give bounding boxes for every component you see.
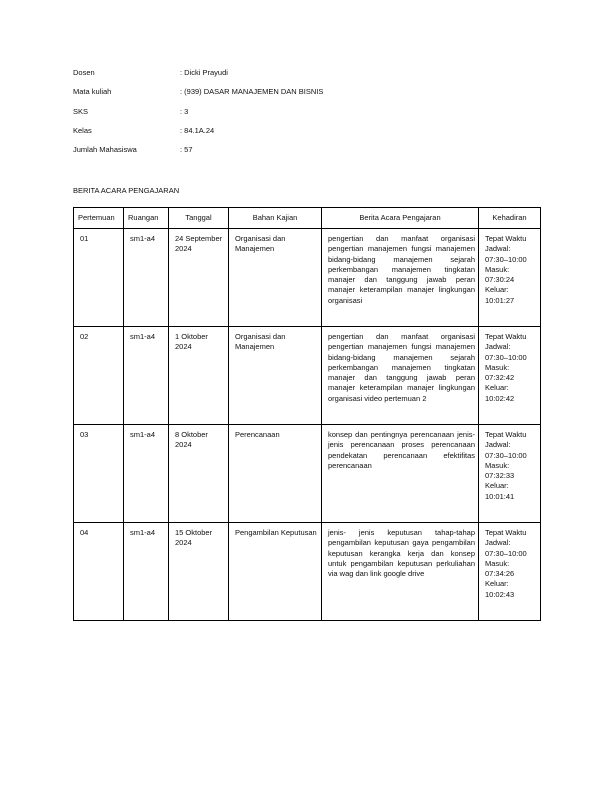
table-row	[74, 229, 541, 327]
kehadiran-status: Tepat Waktu	[485, 332, 527, 341]
cell-pertemuan: 03	[74, 425, 124, 523]
column-header-ruangan: Ruangan	[124, 208, 169, 229]
cell-ruangan: sm1-a4	[124, 425, 169, 523]
cell-berita-acara: konsep dan pentingnya perencanaan jenis-jenis perencanaan proses perencanaan pendekatan perencanaan efektifitas perencanaan	[322, 425, 479, 523]
cell-bahan-kajian: Organisasi dan Manajemen	[229, 229, 322, 327]
cell-tanggal: 24 September 2024	[169, 229, 229, 327]
info-label: SKS	[73, 106, 89, 116]
kehadiran-status: Tepat Waktu	[485, 430, 527, 439]
info-value: : 3	[180, 106, 189, 116]
kehadiran-masuk-label: Masuk:	[485, 558, 510, 568]
berita-acara-table	[73, 207, 541, 621]
kehadiran-jadwal-label: Jadwal:	[485, 440, 511, 450]
column-header-kehadiran: Kehadiran	[479, 208, 541, 229]
table-row	[74, 327, 541, 425]
kehadiran-keluar-value: 10:01:27	[485, 295, 515, 305]
cell-ruangan: sm1-a4	[124, 523, 169, 621]
kehadiran-keluar-value: 10:02:42	[485, 393, 515, 403]
column-header-bahan-kajian: Bahan Kajian	[229, 208, 322, 229]
cell-bahan-kajian: Perencanaan	[229, 425, 322, 523]
cell-tanggal: 15 Oktober 2024	[169, 523, 229, 621]
table-row	[74, 523, 541, 621]
column-header-berita-acara: Berita Acara Pengajaran	[322, 208, 479, 229]
kehadiran-keluar-label: Keluar:	[485, 383, 509, 393]
cell-pertemuan: 04	[74, 523, 124, 621]
info-value: : 84.1A.24	[180, 125, 215, 135]
kehadiran-jadwal-label: Jadwal:	[485, 244, 511, 254]
kehadiran-masuk-value: 07:32:33	[485, 471, 515, 481]
kehadiran-jadwal-label: Jadwal:	[485, 342, 511, 352]
cell-tanggal: 8 Oktober 2024	[169, 425, 229, 523]
cell-berita-acara: jenis- jenis keputusan tahap-tahap pengambilan keputusan gaya pengambilan keputusan kerangka kerja dan konsep untuk pengambilan keputusan perkuliahan via wag dan link google drive	[322, 523, 479, 621]
kehadiran-keluar-label: Keluar:	[485, 579, 509, 589]
cell-kehadiran	[479, 523, 541, 621]
info-label: Dosen	[73, 68, 95, 77]
cell-kehadiran	[479, 425, 541, 523]
kehadiran-jadwal-value: 07:30–10:00	[485, 548, 527, 558]
kehadiran-masuk-value: 07:34:26	[485, 569, 515, 579]
info-label: Kelas	[73, 125, 92, 135]
kehadiran-keluar-value: 10:02:43	[485, 589, 515, 599]
cell-pertemuan: 02	[74, 327, 124, 425]
kehadiran-keluar-label: Keluar:	[485, 481, 509, 491]
cell-kehadiran	[479, 327, 541, 425]
section-title: BERITA ACARA PENGAJARAN	[73, 186, 180, 195]
kehadiran-status: Tepat Waktu	[485, 234, 527, 243]
kehadiran-masuk-value: 07:30:24	[485, 275, 515, 285]
cell-ruangan: sm1-a4	[124, 229, 169, 327]
cell-ruangan: sm1-a4	[124, 327, 169, 425]
kehadiran-masuk-label: Masuk:	[485, 264, 510, 274]
kehadiran-masuk-label: Masuk:	[485, 460, 510, 470]
info-value: : (939) DASAR MANAJEMEN DAN BISNIS	[180, 87, 324, 97]
kehadiran-jadwal-value: 07:30–10:00	[485, 450, 527, 460]
kehadiran-status: Tepat Waktu	[485, 528, 527, 537]
kehadiran-jadwal-value: 07:30–10:00	[485, 352, 527, 362]
cell-pertemuan: 01	[74, 229, 124, 327]
info-value: : Dicki Prayudi	[180, 68, 228, 77]
kehadiran-keluar-value: 10:01:41	[485, 491, 515, 501]
cell-berita-acara: pengertian dan manfaat organisasi pengertian manajemen fungsi manajemen bidang-bidang manajemen sejarah perkembangan manajemen tingkatan manajer dan tanggung jawab peran manajer keterampilan manajer lingkungan organisasi	[322, 229, 479, 327]
cell-kehadiran	[479, 229, 541, 327]
info-value: : 57	[180, 145, 193, 155]
column-header-pertemuan: Pertemuan	[74, 208, 124, 229]
column-header-tanggal: Tanggal	[169, 208, 229, 229]
info-label: Mata kuliah	[73, 87, 112, 97]
kehadiran-masuk-value: 07:32:42	[485, 373, 515, 383]
kehadiran-keluar-label: Keluar:	[485, 285, 509, 295]
cell-tanggal: 1 Oktober 2024	[169, 327, 229, 425]
table-header-row	[74, 208, 541, 229]
cell-berita-acara: pengertian dan manfaat organisasi pengertian manajemen fungsi manajemen bidang-bidang manajemen sejarah perkembangan manajemen tingkatan manajer dan tanggung jawab peran manajer keterampilan manajer lingkungan organisasi video pertemuan 2	[322, 327, 479, 425]
table-row	[74, 425, 541, 523]
info-label: Jumlah Mahasiswa	[73, 145, 137, 155]
kehadiran-jadwal-label: Jadwal:	[485, 538, 511, 548]
cell-bahan-kajian: Pengambilan Keputusan	[229, 523, 322, 621]
kehadiran-jadwal-value: 07:30–10:00	[485, 254, 527, 264]
cell-bahan-kajian: Organisasi dan Manajemen	[229, 327, 322, 425]
kehadiran-masuk-label: Masuk:	[485, 362, 510, 372]
